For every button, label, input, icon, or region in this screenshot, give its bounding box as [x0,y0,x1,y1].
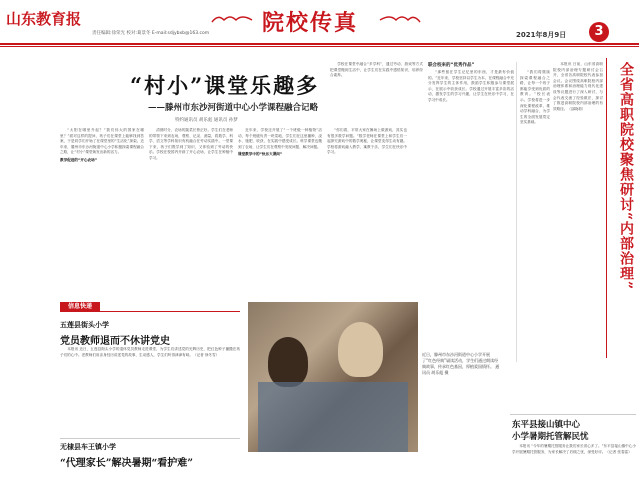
right-section-heading: 联合校来的“优秀作品” [428,63,475,68]
news-divider [510,414,636,415]
news-photo [248,302,418,452]
news1-title: 党员教师退而不休讲党史 [60,336,170,347]
feature-column-3: 近年来，学校还开展了“一个班级一种植物”活动，每个班级负责一块菜地，学生们在这里播种、浇水、施肥、收获，在实践中感受成长。科学课堂也搬到了农场，让学生们在观察中发现问题、解决问题。 课堂教学中的“快乐大课间” [238,128,322,157]
feature-byline: 特约通讯员 胡乐彪 通讯员 孙梦 [175,118,238,123]
news1-pretitle: 五莲县街头小学 [60,321,109,329]
editors-line: 责任编辑:徐荣光 校对:葛景冬 E-mail:sdjybxb@163.com [92,31,210,36]
school-logo-icon [4,2,84,32]
feature-subhead: ——滕州市东沙河街道中心小学课程融合记略 [148,103,319,113]
news-divider [60,438,240,439]
section-heading: 课堂教学中的“快乐大课间” [238,152,283,157]
header-divider-thin [0,46,639,47]
right-news-title-line1: 东平县接山镇中心 [512,420,581,430]
feature-column-4: “你们看，平常大家在操场上做游戏，其实也有很多数学问题。”数学老师在课堂上和学生们一起探究游戏中的数学奥秘，让课堂变得生动有趣。学校将游戏融入教学，寓教于乐，学生们在快乐中学习。 [327,128,407,155]
cloud-pattern-icon [378,12,422,26]
right-news-body: 本报讯 “今年的暑期托管服务让我们家长省心多了。”东平县接山镇中心小学开展暑期托管服务，为家长解决了后顾之忧，深受好评。（记者 张春雷） [512,444,636,454]
vertical-headline: 全省高职院校聚焦研讨“内部治理” [618,62,634,291]
news2-title: “代理家长”解决暑期“看护难” [60,458,194,469]
photo-figure [338,322,383,377]
issue-date: 2021年8月9日 [516,31,567,39]
right-column-2: “我们将继续探索课程融合之路，让每一个孩子都能享受到优质的教育。”校长表示。学校将进一步深化课程改革，推动学科融合，为学生的全面发展奠定坚实基础。 [520,70,550,125]
header-divider [0,43,639,45]
svg-text:山东教育报: 山东教育报 [6,10,82,28]
right-news-title-line2: 小学暑期托管解民忧 [512,432,589,442]
feature-column-2: 清晨时分，农场的蔬菜长势正好。学生们在老师的带领下来到农场，观察、记录、测量，将数学、科学、语文等学科知识有机融合在劳动实践中。一堂课下来，孩子们既学到了知识，又体验到了劳动的快乐。学校在校园内开辟了开心农场，让学生在种植中学习。 [149,128,233,160]
info-divider [100,311,240,312]
feature-headline: “村小”课堂乐趣多 [130,73,320,98]
feature-column-intro: 学校在课堂中融合“多学科”，通过劳动、游戏等方式把课堂搬到生活中，让学生们在实践中感悟知识，培养综合素养。 [330,62,423,78]
news2-pretitle: 无棣县车王镇小学 [60,443,116,451]
column-divider [516,62,517,362]
right-news-column: 本报讯 日前，山东省高职院校内部治理专题研讨会召开，全省各高职院校代表参加会议。会议围绕高职院校内部治理体系和治理能力现代化建设等议题进行了深入研讨，与会代表交流了经验做法，探讨了推进高职院校内部治理的有效路径。（邵晓莉） [553,62,603,111]
right-column-1: “那些留在学生记忆里的东西，才是最有价值的。”近年来，学校坚持以学生为本，在课程融合中充分发挥学生的主体作用，鼓励学生积极参与课堂展示，在展示中收获成长。学校通过开展丰富多彩的活动，激发学生的学习兴趣，让学生在快乐中学习，在学习中成长。 [428,70,514,102]
photo-caption: 近日，滕州市东沙河街道中心小学开展了“红色经典”诵读活动，学生们通过朗读经典故事，传承红色基因，厚植爱国情怀。 通讯员 胡乐彪 摄 [422,352,500,375]
cloud-pattern-icon [210,12,254,26]
section-heading: 教学促进的“开心农场” [60,157,98,162]
news1-body: 本报讯 近日，五莲县街头小学的退休党员教师走进课堂，为学生们讲述党的光辉历史，把红色种子播撒在孩子们的心中。老教师们用亲身经历讲述党的故事，生动感人，学生们听得津津有味。（记者 徐冬雪） [60,347,240,357]
info-express-tag: 信息快递 [60,302,100,312]
feature-column-1: “太阳在哪里升起？”我们伟大的国家在哪里？”面对这样的提问，孩子们在课堂上能够找到答案，于是同学们开始了在课堂里的“生活化”探索。近年来，滕州市东沙河街道中心小学积极探索课程融合之路，让“村小”课堂焕发出新的活力。 教学促进的“开心农场” [60,128,144,162]
page-number: 3 [589,22,609,42]
section-title: 院校传真 [262,10,359,36]
photo-figure [258,382,408,452]
photo-figure [268,337,308,387]
